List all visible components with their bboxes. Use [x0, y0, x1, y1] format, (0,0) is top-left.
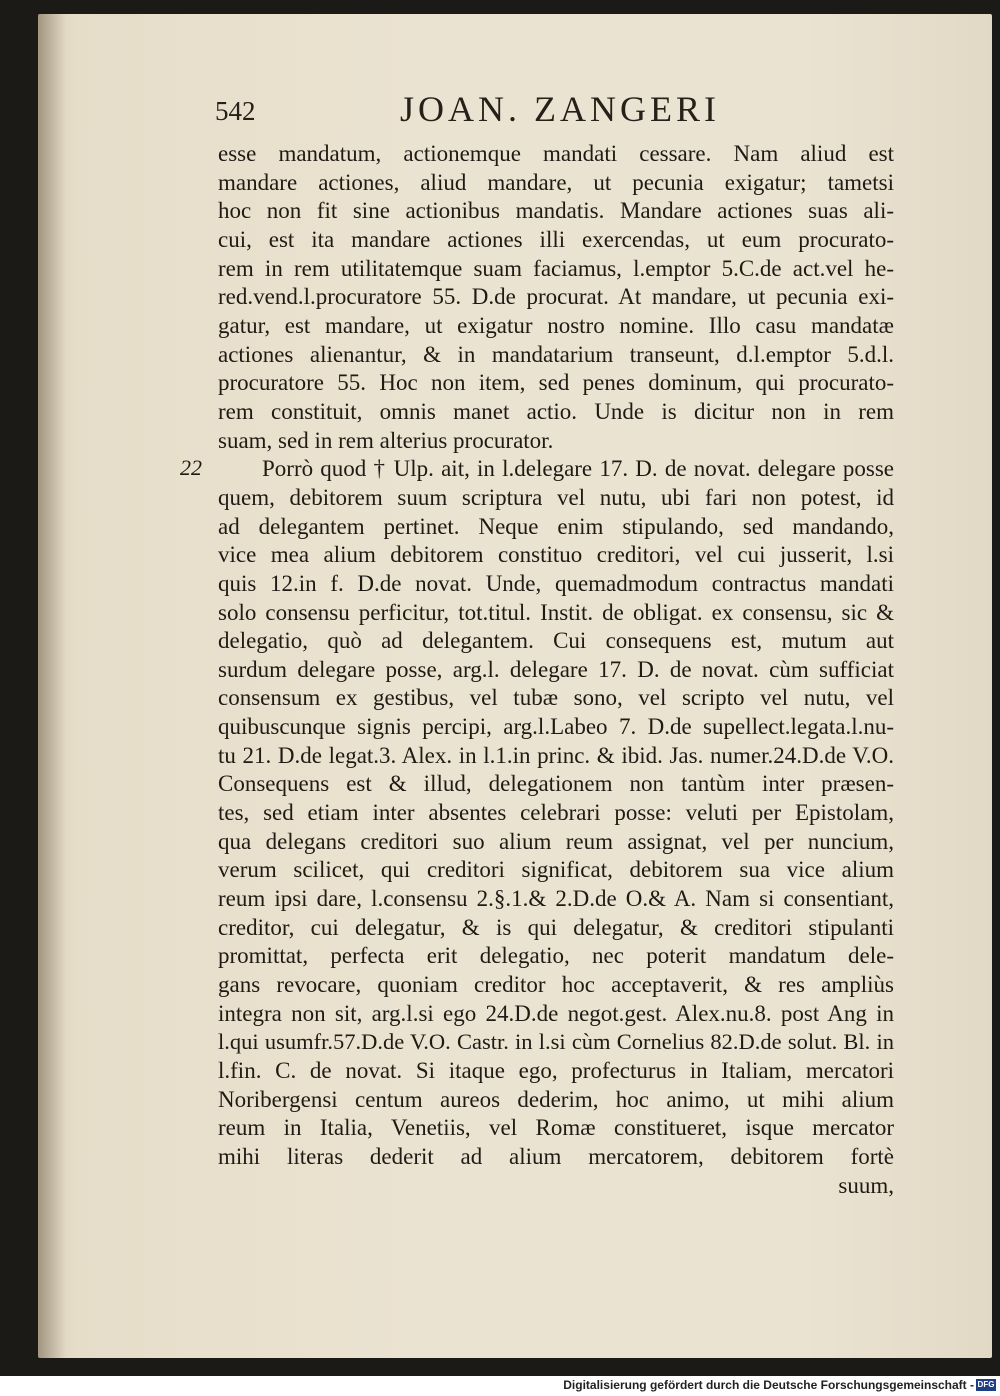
text-line: suam, sed in rem alterius procurator.: [218, 427, 554, 453]
text-line: vice mea alium debitorem constituo creditori, vel cui jusserit, l.si: [218, 542, 894, 568]
text-line: Porrò quod † Ulp. ait, in l.delegare 17. D. de novat. delegare posse: [262, 456, 894, 482]
text-line: consensum ex gestibus, vel tubæ sono, vel scripto vel nutu, vel: [218, 685, 894, 711]
text-line: creditor, cui delegatur, & is qui delegatur, & creditori stipulanti: [218, 914, 894, 940]
text-line: mihi literas dederit ad alium mercatorem, debitorem fortè: [218, 1143, 894, 1169]
text-line: ad delegantem pertinet. Neque enim stipulando, sed mandando,: [218, 513, 894, 539]
footer-credit: Digitalisierung gefördert durch die Deutsche Forschungsgemeinschaft -: [563, 1378, 974, 1392]
text-line: surdum delegare posse, arg.l. delegare 17. D. de novat. cùm sufficiat: [218, 656, 894, 682]
body-text: [180, 140, 894, 1200]
gutter-shadow: [38, 14, 66, 1358]
text-line: l.qui usumfr.57.D.de V.O. Castr. in l.si cùm Cornelius 82.D.de solut. Bl. in: [218, 1029, 894, 1055]
catchword: suum,: [838, 1172, 894, 1198]
text-line: hoc non fit sine actionibus mandatis. Mandare actiones suas ali-: [218, 198, 894, 224]
text-line: l.fin. C. de novat. Si itaque ego, profecturus in Italiam, mercatori: [218, 1058, 894, 1083]
page-header: [215, 88, 940, 134]
text-line: Noribergensi centum aureos dederim, hoc animo, ut mihi alium: [218, 1086, 894, 1112]
text-line: red.vend.l.procuratore 55. D.de procurat. At mandare, ut pecunia exi-: [218, 284, 894, 310]
text-line: promittat, perfecta erit delegatio, nec poterit mandatum dele-: [218, 943, 894, 969]
text-line: actiones alienantur, & in mandatarium transeunt, d.l.emptor 5.d.l.: [218, 341, 894, 367]
dfg-logo: DFG: [977, 1380, 995, 1389]
text-line: quem, debitorem suum scriptura vel nutu, ubi fari non potest, id: [218, 484, 894, 510]
text-line: mandare actiones, aliud mandare, ut pecunia exigatur; tametsi: [218, 169, 894, 195]
text-line: gans revocare, quoniam creditor hoc acceptaverit, & res ampliùs: [218, 972, 894, 998]
running-head: JOAN. ZANGERI: [400, 89, 720, 129]
text-line: reum ipsi dare, l.consensu 2.§.1.& 2.D.de O.& A. Nam si consentiant,: [218, 886, 894, 912]
text-line: solo consensu perficitur, tot.titul. Instit. de obligat. ex consensu, sic &: [218, 599, 894, 625]
text-line: integra non sit, arg.l.si ego 24.D.de negot.gest. Alex.nu.8. post Ang in: [218, 1000, 894, 1026]
text-line: reum in Italia, Venetiis, vel Romæ constitueret, isque mercator: [218, 1115, 894, 1141]
text-line: quibuscunque signis percipi, arg.l.Labeo 7. D.de supellect.legata.l.nu-: [218, 714, 894, 740]
footer-bar: [0, 1376, 1000, 1396]
text-line: quis 12.in f. D.de novat. Unde, quemadmodum contractus mandati: [218, 570, 894, 596]
text-line: procuratore 55. Hoc non item, sed penes dominum, qui procurato-: [218, 370, 894, 396]
text-line: rem in rem utilitatemque suam faciamus, l.emptor 5.C.de act.vel he-: [218, 255, 894, 281]
text-line: cui, est ita mandare actiones illi exercendas, ut eum procurato-: [218, 226, 894, 252]
text-line: esse mandatum, actionemque mandati cessare. Nam aliud est: [218, 141, 894, 166]
text-line: tes, sed etiam inter absentes celebrari posse: veluti per Epistolam,: [218, 800, 894, 826]
text-line: gatur, est mandare, ut exigatur nostro nomine. Illo casu mandatæ: [218, 312, 894, 338]
text-line: Consequens est & illud, delegationem non tantùm inter præsen-: [218, 771, 894, 797]
text-line: qua delegans creditori suo alium reum assignat, vel per nuncium,: [218, 828, 894, 854]
text-line: rem constituit, omnis manet actio. Unde is dicitur non in rem: [218, 398, 894, 424]
text-line: tu 21. D.de legat.3. Alex. in l.1.in princ. & ibid. Jas. numer.24.D.de V.O.: [218, 742, 894, 768]
text-line: delegatio, quò ad delegantem. Cui consequens est, mutum aut: [218, 628, 894, 654]
page-number: 542: [215, 96, 256, 126]
margin-number: 22: [180, 455, 202, 480]
text-line: verum scilicet, qui creditori significat, debitorem sua vice alium: [218, 857, 894, 883]
